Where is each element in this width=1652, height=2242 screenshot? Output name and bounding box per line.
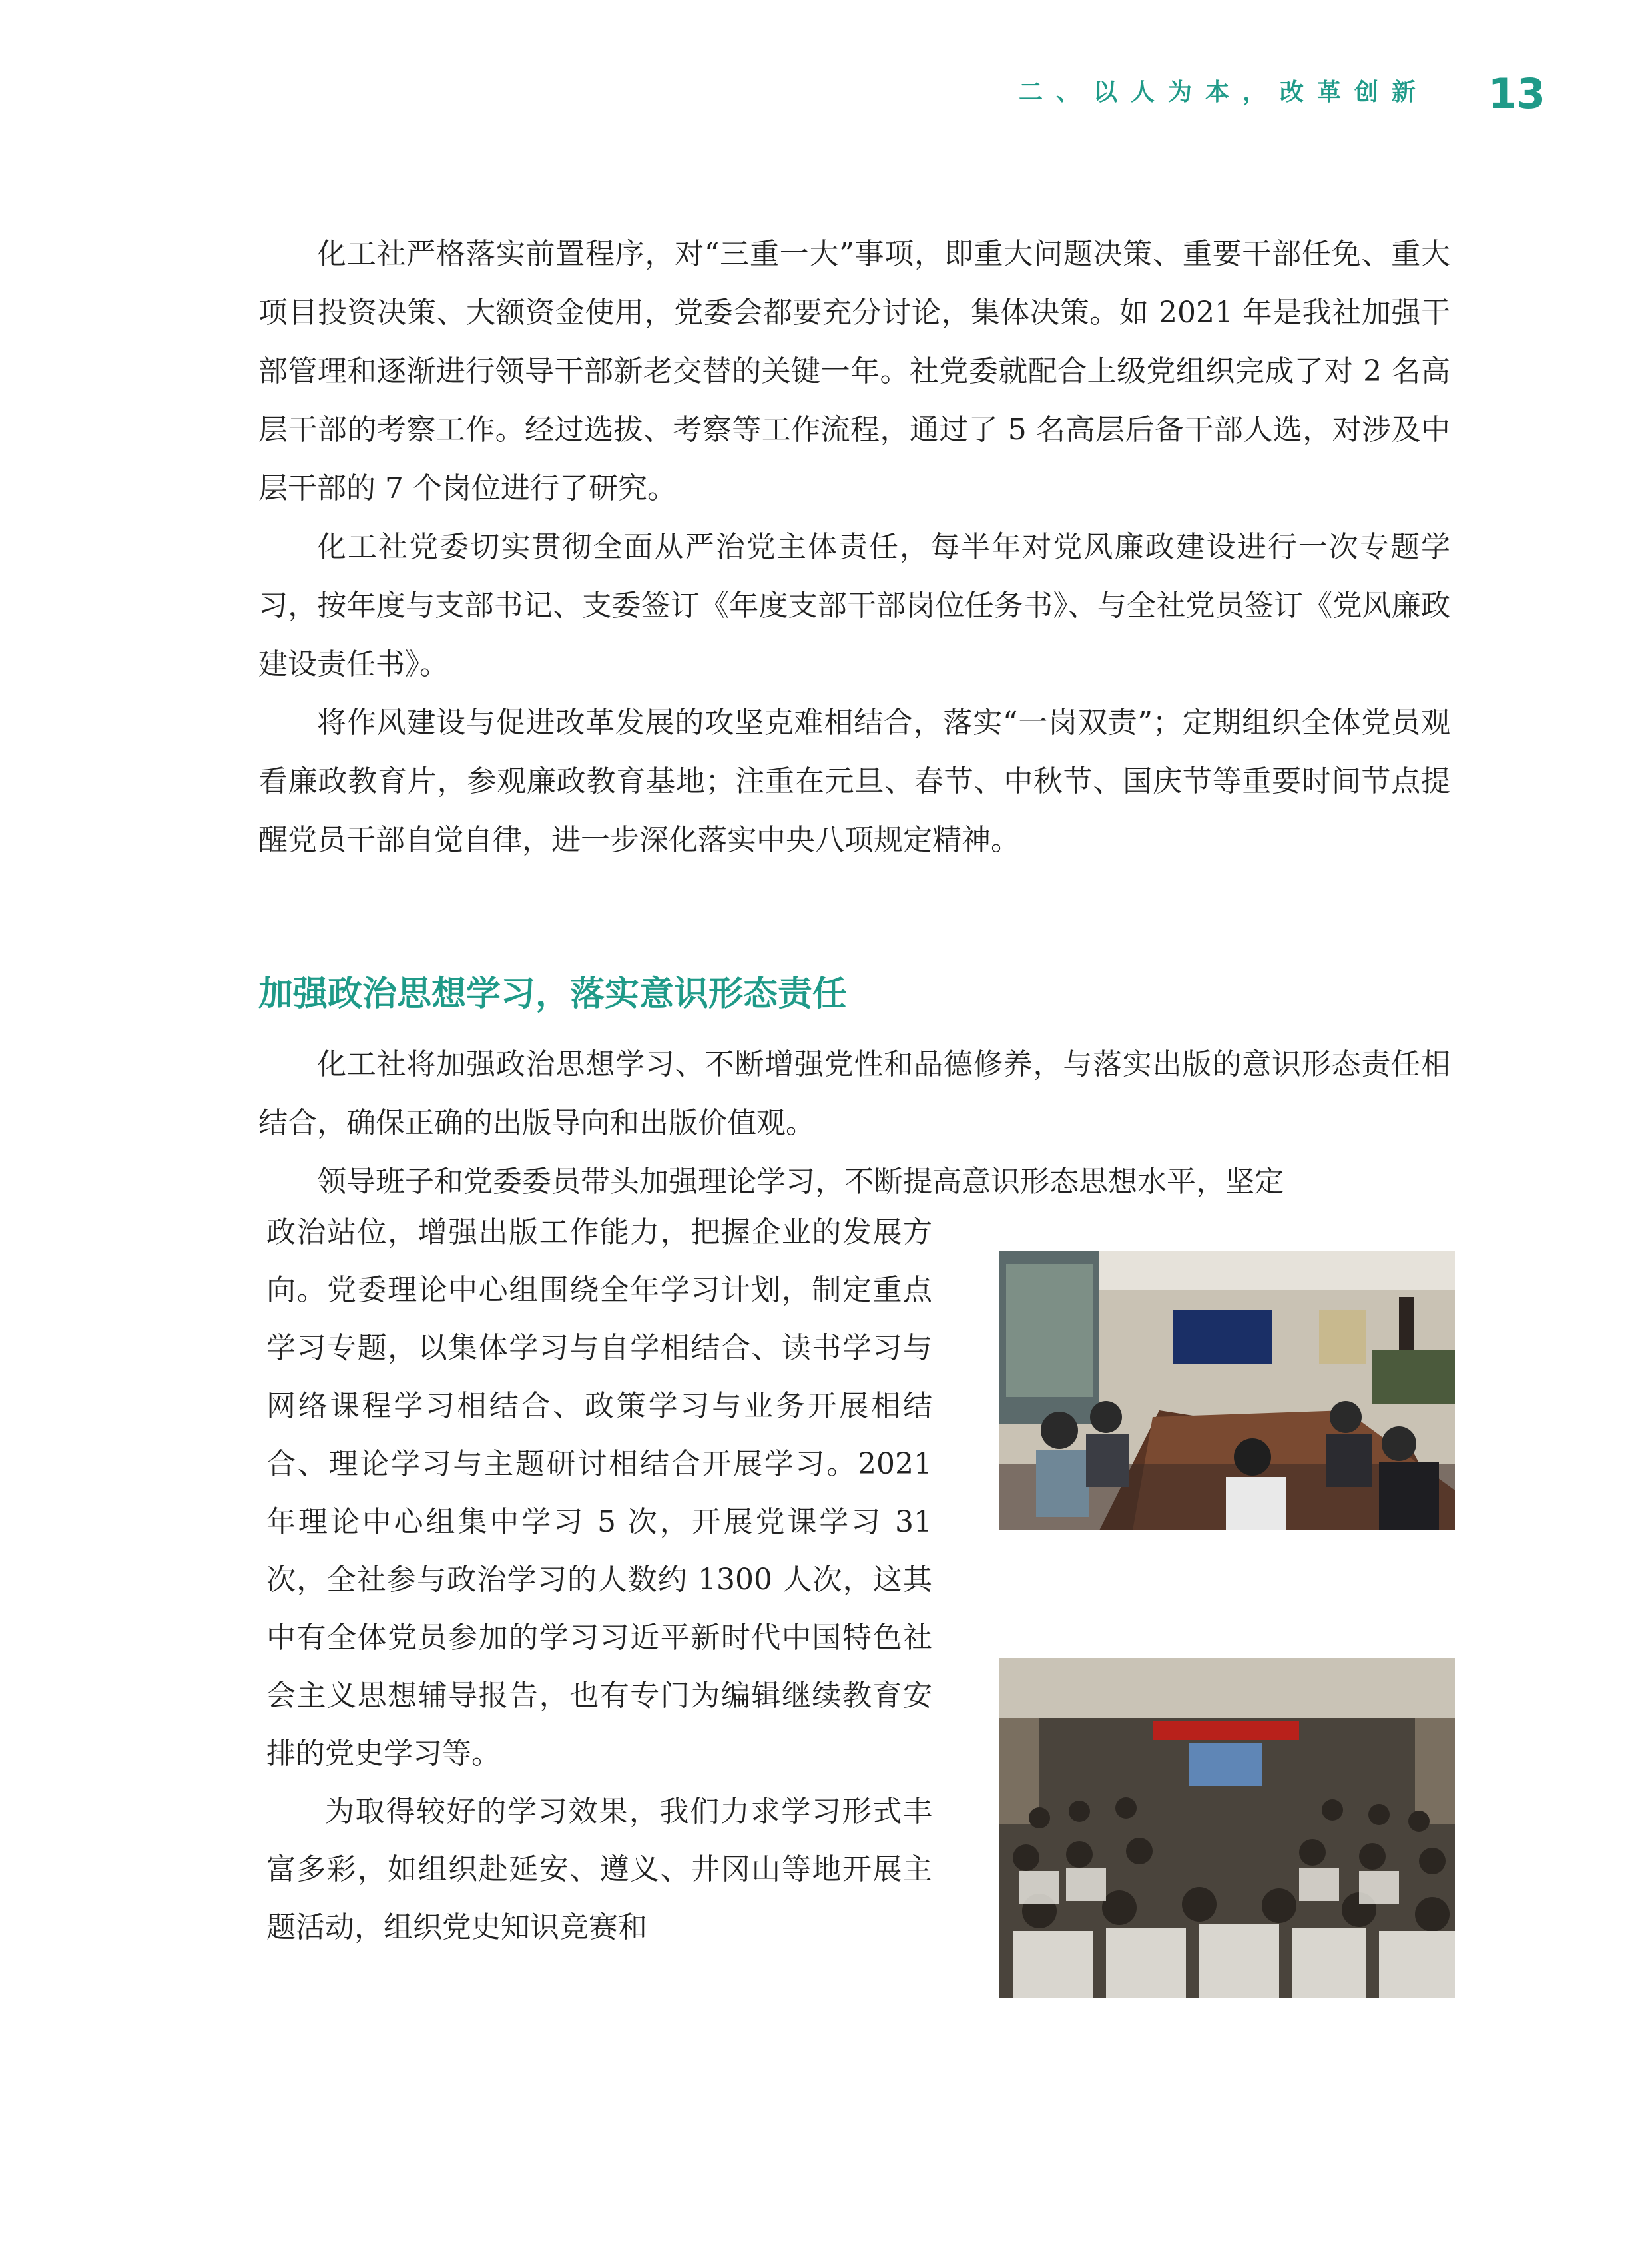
page-number: 13: [1488, 69, 1545, 118]
meeting-room-image: [999, 1251, 1455, 1530]
paragraph-ideology: 化工社将加强政治思想学习、不断增强党性和品德修养，与落实出版的意识形态责任相结合，确保正确的出版导向和出版价值观。: [258, 1047, 1450, 1140]
auditorium-photo: [999, 1658, 1455, 1998]
meeting-room-photo: [999, 1251, 1455, 1530]
paragraph-leadership-continued: 政治站位，增强出版工作能力，把握企业的发展方向。党委理论中心组围绕全年学习计划，制定重点学习专题，以集体学习与自学相结合、读书学习与网络课程学习相结合、政策学习与业务开展相结合、理论学习与主题研讨相结合开展学习。2021 年理论中心组集中学习 5 次，开展党课学习 31 次，全社参与政治学习的人数约 1300 人次，这其中有全体党员参加的学习习近平新时代中国特色社会主义思想辅导报告，也有专门为编辑继续教育安排的党史学习等。: [266, 1215, 932, 1771]
section-title: 二、以人为本，改革创新: [1018, 79, 1429, 106]
paragraph-work-style: 将作风建设与促进改革发展的攻坚克难相结合，落实“一岗双责”；定期组织全体党员观看廉政教育片，参观廉政教育基地；注重在元旦、春节、中秋节、国庆节等重要时间节点提醒党员干部自觉自律，进一步深化落实中央八项规定精神。: [258, 706, 1450, 857]
paragraph-party-discipline: 化工社党委切实贯彻全面从严治党主体责任，每半年对党风廉政建设进行一次专题学习，按年度与支部书记、支委签订《年度支部干部岗位任务书》、与全社党员签订《党风廉政建设责任书》。: [258, 530, 1450, 681]
top-paragraphs: [258, 225, 1450, 870]
auditorium-image: [999, 1658, 1455, 1998]
section-intro: [258, 1035, 1450, 1211]
paragraph-leadership-start: 领导班子和党委委员带头加强理论学习，不断提高意识形态思想水平，坚定: [317, 1165, 1284, 1199]
section-heading: 加强政治思想学习，落实意识形态责任: [258, 974, 848, 1014]
column-text: [266, 1203, 932, 1956]
paragraph-activities: 为取得较好的学习效果，我们力求学习形式丰富多彩，如组织赴延安、遵义、井冈山等地开展主题活动，组织党史知识竞赛和: [266, 1795, 932, 1944]
paragraph-decision-making: 化工社严格落实前置程序，对“三重一大”事项，即重大问题决策、重要干部任免、重大项目投资决策、大额资金使用，党委会都要充分讨论，集体决策。如 2021 年是我社加强干部管理和逐渐进行领导干部新老交替的关键一年。社党委就配合上级党组织完成了对 2 名高层干部的考察工作。经过选拔、考察等工作流程，通过了 5 名高层后备干部人选，对涉及中层干部的 7 个岗位进行了研究。: [258, 237, 1450, 505]
